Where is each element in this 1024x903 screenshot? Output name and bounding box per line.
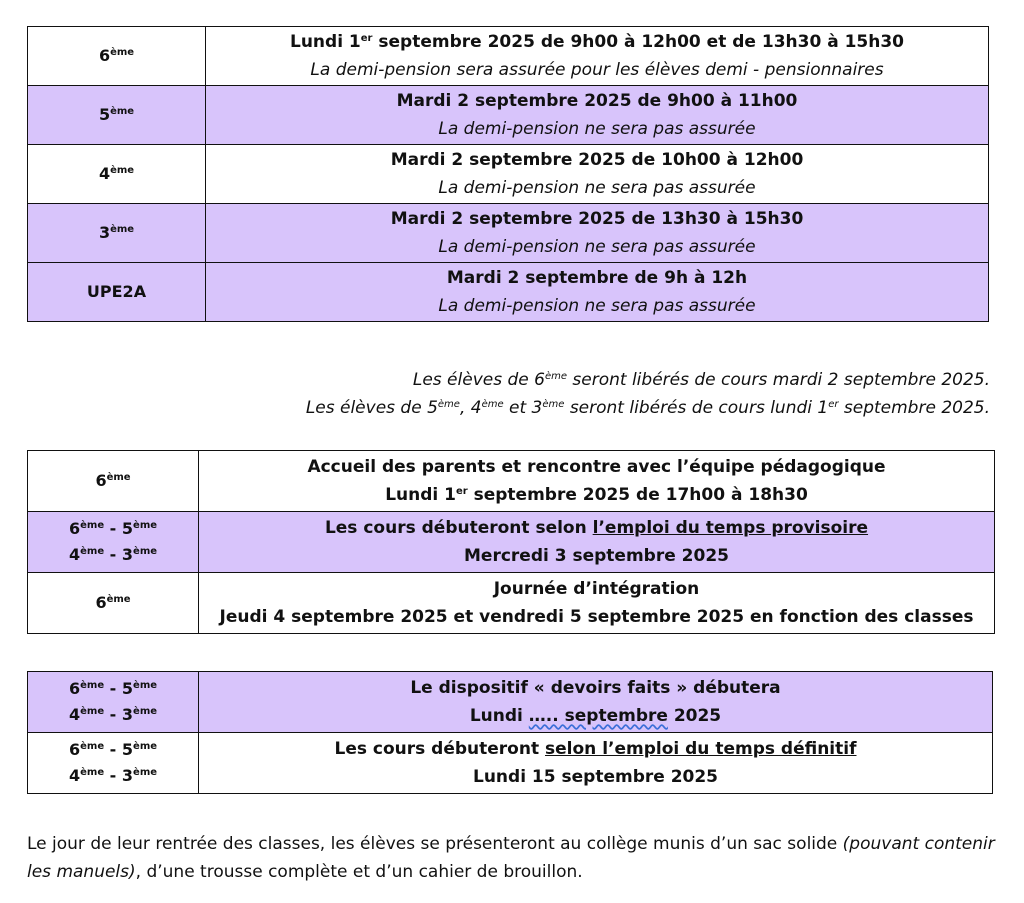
time-part: Lundi 1 (289, 32, 361, 52)
level-label: UPE2A (86, 282, 147, 301)
event-cell (199, 573, 995, 634)
level-cell (28, 86, 206, 145)
event-date: Mercredi 3 septembre 2025 (464, 546, 729, 566)
note-text: seront libérés de cours lundi 1 (564, 398, 829, 418)
event-date: Lundi 15 septembre 2025 (472, 767, 719, 787)
schedule-time: Mardi 2 septembre 2025 de 9h00 à 11h00 (396, 91, 798, 111)
canteen-note: La demi-pension ne sera pas assurée (438, 178, 756, 198)
levels-line (28, 516, 198, 542)
event-title: Le dispositif « devoirs faits » débutera (410, 678, 781, 698)
level-label: 4 (98, 164, 111, 183)
event-title: Journée d’intégration (493, 579, 700, 599)
table-row (28, 263, 989, 322)
level-sup: ème (110, 106, 135, 117)
schedule-time (206, 28, 988, 56)
level-sup: ème (80, 680, 105, 691)
date-part: septembre 2025 de 17h00 à 18h30 (467, 485, 808, 505)
table-row (28, 27, 989, 86)
level-sup: ème (106, 472, 131, 483)
level-label: 3 (121, 545, 134, 564)
footer-italic: (pouvant contenir les manuels) (27, 834, 995, 882)
table-row (28, 672, 993, 733)
table-row (28, 204, 989, 263)
footer-text: Le jour de leur rentrée des classes, les élèves se présenteront au collège munis d’un sac solide (27, 834, 843, 854)
level-sup: ème (110, 224, 135, 235)
level-label: 6 (98, 46, 111, 65)
level-label: 5 (121, 679, 134, 698)
event-date (199, 702, 992, 730)
event-cell (199, 672, 993, 733)
table-row (28, 145, 989, 204)
level-sup: ème (133, 706, 158, 717)
levels-line (28, 702, 198, 728)
level-label: 6 (68, 740, 81, 759)
note-text: seront libérés de cours mardi 2 septembre 2025. (567, 370, 990, 390)
levels-line (28, 737, 198, 763)
footer-text: , d’une trousse complète et d’un cahier de brouillon. (135, 862, 583, 882)
events-table (27, 450, 995, 634)
level-sup: ème (106, 594, 131, 605)
level-cell (28, 204, 206, 263)
level-sep: - (104, 705, 122, 724)
level-sup: ème (133, 767, 158, 778)
level-sup: ème (133, 741, 158, 752)
schedule-time: Mardi 2 septembre 2025 de 13h30 à 15h30 (390, 209, 804, 229)
schedule-table-rentree (27, 26, 989, 322)
title-part: Les cours débuteront selon (324, 518, 593, 538)
levels-line (28, 676, 198, 702)
level-cell (28, 451, 199, 512)
levels-line (28, 763, 198, 789)
level-sup: ème (133, 680, 158, 691)
level-label: 4 (68, 766, 81, 785)
note-sup: ème (544, 371, 567, 382)
schedule-cell (206, 145, 989, 204)
level-cell (28, 27, 206, 86)
note-sup: ème (481, 399, 504, 410)
level-sup: ème (80, 546, 105, 557)
level-cell (28, 145, 206, 204)
date-part: Lundi (469, 706, 529, 726)
note-text: Les élèves de 5 (305, 398, 438, 418)
level-label: 6 (95, 593, 107, 612)
event-title: Accueil des parents et rencontre avec l’équipe pédagogique (307, 457, 886, 477)
note-text: , 4 (459, 398, 482, 418)
level-sep: - (104, 766, 122, 785)
title-part: Les cours débuteront (334, 739, 546, 759)
level-label: 3 (121, 705, 134, 724)
release-note-5-4-3 (306, 394, 990, 422)
level-sup: ème (80, 520, 105, 531)
level-sup: ème (80, 706, 105, 717)
level-label: 4 (68, 545, 81, 564)
table-row (28, 512, 995, 573)
level-label: 5 (98, 105, 111, 124)
level-sup: ème (80, 741, 105, 752)
note-sup: er (828, 399, 839, 410)
level-sup: ème (133, 520, 158, 531)
level-sup: ème (110, 165, 135, 176)
note-sup: ème (542, 399, 565, 410)
levels-cell (28, 733, 199, 794)
canteen-note: La demi-pension ne sera pas assurée (438, 119, 756, 139)
table-row (28, 86, 989, 145)
schedule-time: Mardi 2 septembre de 9h à 12h (446, 268, 748, 288)
table-row (28, 451, 995, 512)
level-label: 6 (68, 679, 81, 698)
level-sup: ème (80, 767, 105, 778)
event-cell (199, 733, 993, 794)
level-label: 5 (121, 740, 134, 759)
schedule-cell (206, 27, 989, 86)
level-sep: - (104, 679, 122, 698)
canteen-note: La demi-pension sera assurée pour les élèves demi - pensionnaires (310, 60, 884, 80)
schedule-cell (206, 86, 989, 145)
event-title (199, 735, 992, 763)
schedule-time: Mardi 2 septembre 2025 de 10h00 à 12h00 (390, 150, 804, 170)
underlined-text: l’emploi du temps provisoire (592, 518, 869, 538)
homework-schedule-table (27, 671, 993, 794)
event-cell (199, 451, 995, 512)
release-note-6 (306, 366, 990, 394)
event-date (199, 481, 994, 509)
schedule-cell (206, 204, 989, 263)
level-label: 5 (121, 519, 134, 538)
level-label: 6 (95, 471, 107, 490)
date-sup: er (455, 486, 468, 497)
footer-paragraph (27, 830, 997, 886)
level-label: 3 (121, 766, 134, 785)
level-cell (28, 263, 206, 322)
level-sup: ème (133, 546, 158, 557)
level-sup: ème (110, 47, 135, 58)
table-row (28, 573, 995, 634)
event-cell (199, 512, 995, 573)
note-sup: ème (437, 399, 460, 410)
level-sep: - (104, 740, 122, 759)
date-part: Lundi 1 (385, 485, 456, 505)
levels-cell (28, 672, 199, 733)
event-title (199, 514, 994, 542)
level-sep: - (104, 545, 122, 564)
level-label: 3 (98, 223, 111, 242)
time-sup: er (360, 33, 373, 44)
level-label: 6 (68, 519, 81, 538)
level-cell (28, 573, 199, 634)
canteen-note: La demi-pension ne sera pas assurée (438, 296, 756, 316)
level-sep: - (104, 519, 122, 538)
release-notes (306, 366, 990, 422)
underlined-text: selon l’emploi du temps définitif (545, 739, 857, 759)
note-text: septembre 2025. (838, 398, 990, 418)
schedule-cell (206, 263, 989, 322)
time-part: septembre 2025 de 9h00 à 12h00 et de 13h30 à 15h30 (372, 32, 905, 52)
level-label: 4 (68, 705, 81, 724)
note-text: Les élèves de 6 (412, 370, 545, 390)
spellcheck-text: ….. septembre (528, 706, 668, 726)
date-part: 2025 (667, 706, 722, 726)
table-row (28, 733, 993, 794)
note-text: et 3 (503, 398, 543, 418)
event-date: Jeudi 4 septembre 2025 et vendredi 5 septembre 2025 en fonction des classes (219, 607, 974, 627)
levels-line (28, 542, 198, 568)
canteen-note: La demi-pension ne sera pas assurée (438, 237, 756, 257)
levels-cell (28, 512, 199, 573)
